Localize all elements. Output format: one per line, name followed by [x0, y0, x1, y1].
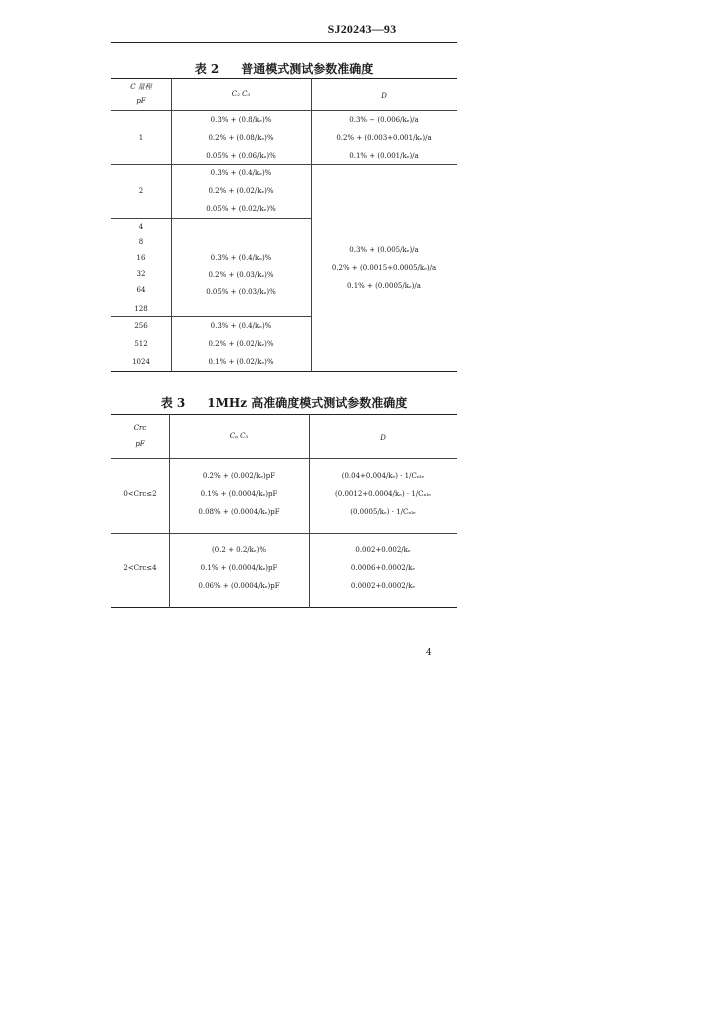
- table2-d-value: 0.1% + (0.001/kₑ)/a: [349, 152, 419, 160]
- table2-head-range: C 量程 pF: [130, 83, 152, 105]
- table2-range: 8: [138, 238, 144, 246]
- table3-d-value: 0.002+0.002/kₑ: [355, 546, 411, 554]
- table3-cs-value: 0.2% + (0.002/kₑ)pF: [202, 472, 276, 480]
- table3-bottom-rule: [111, 607, 457, 608]
- table3-head-cs: Cₚ C₅: [229, 432, 249, 440]
- table3-d-value: (0.04+0.004/kₑ) · 1/Cₙₗₑ: [341, 472, 425, 480]
- table3-header-rule: [111, 458, 457, 459]
- table3-range: 0<Crc≤2: [123, 490, 157, 498]
- table2-range: 512: [134, 340, 148, 348]
- table2: [111, 78, 457, 372]
- table3-number: 表 3: [160, 396, 186, 410]
- table3-d-value: 0.0006+0.0002/kₑ: [350, 564, 416, 572]
- table2-cs-value: 0.2% + (0.08/kₑ)%: [208, 134, 274, 142]
- table2-range: 2: [138, 187, 144, 195]
- table3-top-rule: [111, 414, 457, 415]
- table2-range: 1: [138, 134, 144, 142]
- table3-cs-value: 0.1% + (0.0004/kₑ)pF: [200, 490, 278, 498]
- table3-cs-value: 0.08% + (0.0004/kₑ)pF: [198, 508, 280, 516]
- table2-cs-value: 0.3% + (0.4/kₑ)%: [210, 254, 272, 262]
- table2-cs-value: 0.2% + (0.02/kₑ)%: [208, 187, 274, 195]
- table3-cs-value: 0.1% + (0.0004/kₑ)pF: [200, 564, 278, 572]
- table3-d-value: (0.0005/kₑ) · 1/Cₙₗₑ: [350, 508, 416, 516]
- table3-caption: [111, 394, 457, 411]
- table2-cs-value: 0.1% + (0.02/kₑ)%: [208, 358, 274, 366]
- table3-d-value: 0.0002+0.0002/kₑ: [350, 582, 416, 590]
- header-rule: [111, 42, 457, 43]
- table2-bottom-rule: [111, 371, 457, 372]
- table2-cs-value: 0.05% + (0.02/kₑ)%: [206, 205, 276, 213]
- table2-head-d: D: [381, 92, 387, 100]
- table2-range: 1024: [132, 358, 150, 366]
- table3-range: 2<Crc≤4: [123, 564, 157, 572]
- table3-cs-value: 0.06% + (0.0004/kₑ)pF: [198, 582, 280, 590]
- page-number: 4: [426, 648, 432, 658]
- table2-d-shared-value: 0.2% + (0.0015+0.0005/kₑ)/a: [331, 264, 437, 272]
- table2-caption: [111, 60, 457, 77]
- table2-range: 256: [134, 322, 148, 330]
- table2-d-shared-value: 0.3% + (0.005/kₑ)/a: [349, 246, 419, 254]
- table2-range: 16: [136, 254, 146, 262]
- table2-d-value: 0.2% + (0.003+0.001/kₑ)/a: [336, 134, 432, 142]
- table2-range: 64: [136, 286, 146, 294]
- table3: [111, 414, 457, 608]
- table3-head-range: Crc pF: [133, 424, 147, 448]
- table2-range: 4: [138, 223, 144, 231]
- table2-cs-value: 0.3% + (0.4/kₑ)%: [210, 169, 272, 177]
- table3-head-d: D: [380, 434, 386, 442]
- table2-range: 128: [134, 305, 148, 313]
- table2-d-shared-value: 0.1% + (0.0005/kₑ)/a: [347, 282, 421, 290]
- table3-row-rule: [111, 533, 457, 534]
- table2-range: 32: [136, 270, 146, 278]
- table2-head-cs: C₂ C₃: [231, 90, 251, 98]
- table3-cs-value: (0.2 + 0.2/kₑ)%: [211, 546, 266, 554]
- table2-title: 普通模式测试参数准确度: [241, 62, 374, 76]
- table3-d-value: (0.0012+0.0004/kₑ) · 1/Cₙₗₑ: [335, 490, 431, 498]
- table2-cs-value: 0.2% + (0.02/kₑ)%: [208, 340, 274, 348]
- table2-number: 表 2: [194, 62, 220, 76]
- table2-cs-value: 0.05% + (0.03/kₑ)%: [206, 288, 276, 296]
- table2-cs-value: 0.05% + (0.06/kₑ)%: [206, 152, 276, 160]
- table2-cs-value: 0.2% + (0.03/kₑ)%: [208, 271, 274, 279]
- standard-code: SJ20243—93: [327, 22, 397, 36]
- table3-title: 1MHz 高准确度模式测试参数准确度: [207, 396, 408, 410]
- table2-d-value: 0.3% − (0.006/kₑ)/a: [349, 116, 419, 124]
- table2-cs-value: 0.3% + (0.4/kₑ)%: [210, 322, 272, 330]
- table2-cs-value: 0.3% + (0.8/kₑ)%: [210, 116, 272, 124]
